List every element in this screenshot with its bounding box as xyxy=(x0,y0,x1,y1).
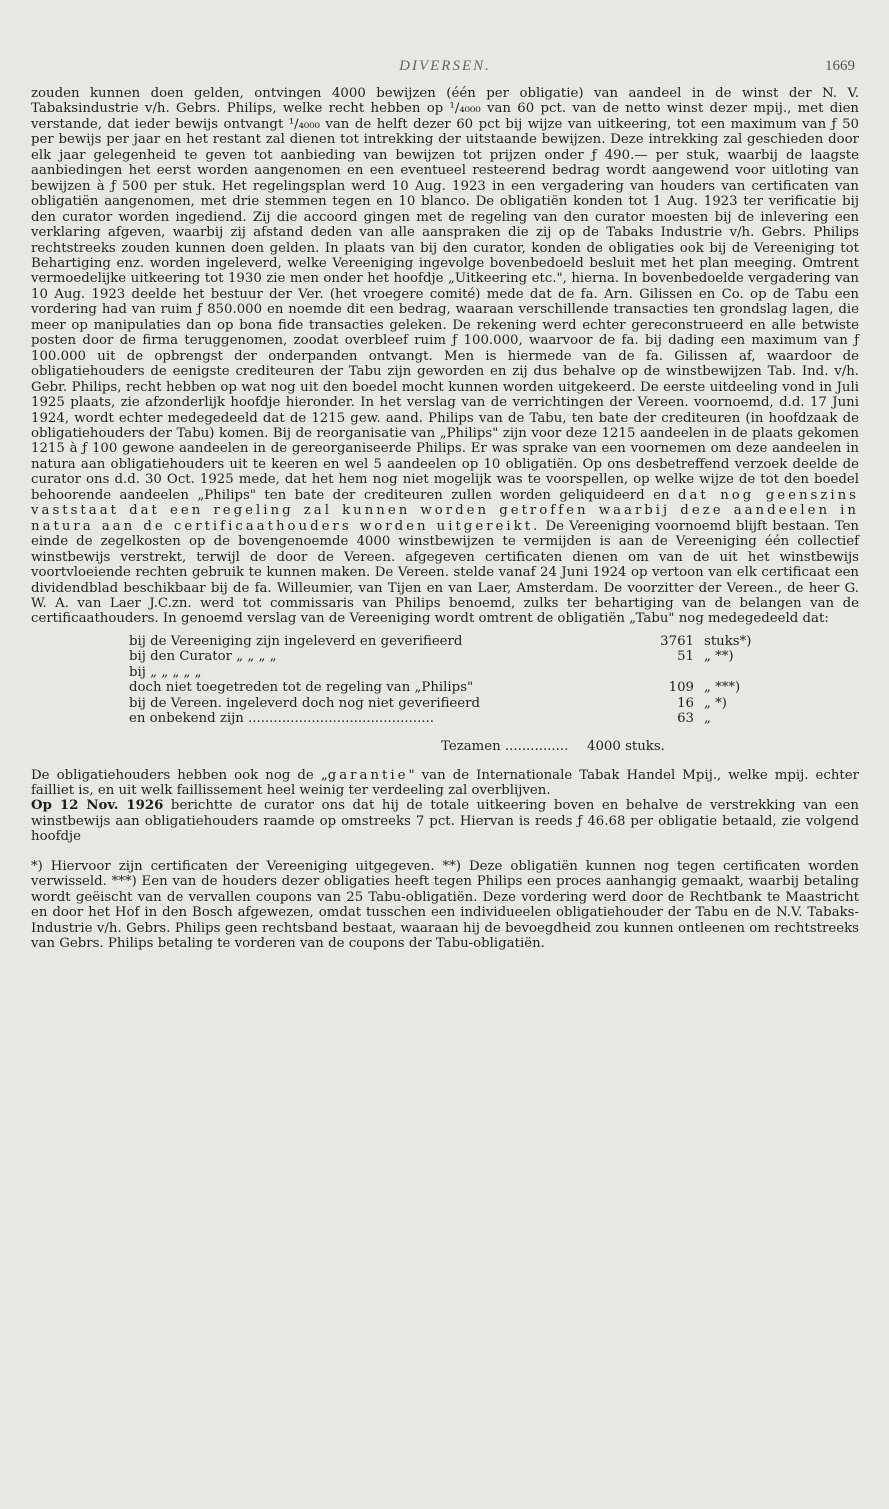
row-value xyxy=(649,665,694,680)
table-row xyxy=(129,680,799,695)
row-label: bij „ „ „ „ „ xyxy=(129,664,202,680)
row-unit: „ ***) xyxy=(704,680,741,696)
row-unit: „ *) xyxy=(704,695,727,711)
row-value: 3761 xyxy=(660,633,694,649)
row-label: en onbekend zijn ............................................ xyxy=(129,711,434,727)
date-heading: Op 12 Nov. 1926 xyxy=(31,798,164,814)
row-value: 51 xyxy=(677,649,694,665)
total-value: 4000 stuks. xyxy=(587,738,665,754)
paragraph-text: berichtte de curator ons dat hij de totale uitkeering boven en behalve de verstrekking van een winstbewijs aan obligatiehouders raamde op omstreeks 7 pct. Hiervan is reeds ƒ 46.68 per obligatie betaald, zie volgend hoofdje xyxy=(31,798,859,845)
footnote-text: *) Hiervoor zijn certificaten der Vereeniging uitgegeven. **) Deze obligatiën kunnen nog tegen certificaten worden verwisseld. ***) Een van de houders dezer obligaties heeft tegen Philips een proces aanhangig gemaakt, waarbij betaling wordt geëischt van de vervallen coupons van 25 Tabu-obligatiën. Deze vordering werd door de Rechtbank te Maastricht en door het Hof in den Bosch afgewezen, omdat tusschen een individueelen obligatiehouder der Tabu en de N.V. Tabaks-Industrie v/h. Gebrs. Philips geen rechtsband bestaat, waaraan hij de bevoegdheid zou kunnen ontleenen om rechtstreeks van Gebrs. Philips betaling te vorderen van de coupons der Tabu-obligatiën. xyxy=(31,858,859,952)
row-label: bij de Vereeniging zijn ingeleverd en geverifieerd xyxy=(129,633,463,649)
footnotes xyxy=(31,859,859,952)
paragraph-text: De obligatiehouders hebben ook nog de „ xyxy=(31,767,328,783)
table-row xyxy=(129,696,799,711)
row-label: doch niet toegetreden tot de regeling van „Philips" xyxy=(129,680,474,696)
row-unit: „ **) xyxy=(704,649,734,665)
row-value: 16 xyxy=(677,695,694,711)
table-row xyxy=(129,711,799,726)
row-value: 109 xyxy=(668,680,694,696)
table-row xyxy=(129,634,799,649)
row-unit: stuks*) xyxy=(704,633,752,649)
paragraph-text-end: De Vereeniging voornoemd blijft bestaan. Ten einde de zegelkosten op de bovengenoemde 4000 winstbewijzen te vermijden is aan de Vereeniging één collectief winstbewijs verstrekt, terwijl de door de Vereen. afgegeven certificaten dienen om van de uit het winstbewijs voortvloeiende rechten gebruik te kunnen maken. De Vereen. stelde vanaf 24 Juni 1924 op vertoon van elk certificaat een dividendblad beschikbaar bij de fa. Willeumier, van Tijen en van Laer, Amsterdam. De voorzitter der Vereen., de heer G. W. A. van Laer J.C.zn. werd tot commissaris van Philips benoemd, zulks ter behartiging van de belangen van de certificaathouders. In genoemd verslag van de Vereeniging wordt omtrent de obligatiën „Tabu" nog medegedeeld dat: xyxy=(31,518,859,627)
table-total xyxy=(441,739,859,754)
table-row xyxy=(129,665,799,680)
page-number: 1669 xyxy=(825,58,855,74)
paragraph-text: zouden kunnen doen gelden, ontvingen 4000 bewijzen (één per obligatie) van aandeel in de winst der N. V. Tabaksindustrie v/h. Gebrs. Philips, welke recht hebben op ¹/₄₀₀₀ van 60 pct. van de netto winst dezer mpij., met dien verstande, dat ieder bewijs ontvangt ¹/₄₀₀₀ van de helft dezer 60 pct bij wijze van uitkeering, tot een maximum van ƒ 50 per bewijs per jaar en het restant zal dienen tot intrekking der uitstaande bewijzen. Deze intrekking zal geschieden door elk jaar gelegenheid te geven tot aanbieding van bewijzen tot prijzen onder ƒ 490.— per stuk, waarbij de laagste aanbiedingen het eerst worden aangenomen en een eventueel resteerend bedrag wordt aangewend voor uitloting van bewijzen à ƒ 500 per stuk. Het regelingsplan werd 10 Aug. 1923 in een vergadering van houders van certificaten van obligatiën aangenomen, met drie stemmen tegen en 10 blanco. De obligatiën konden tot 1 Aug. 1923 ter verificatie bij den curator worden ingediend. Zij die accoord gingen met de regeling van den curator moesten bij de inlevering een verklaring afgeven, waarbij zij afstand deden van alle aanspraken die zij op de Tabaks Industrie v/h. Gebrs. Philips rechtstreeks zouden kunnen doen gelden. In plaats van bij den curator, konden de obligaties ook bij de Vereeniging tot Behartiging enz. worden ingeleverd, welke Vereeniging ingevolge bovenbedoeld besluit met het plan meeging. Omtrent vermoedelijke uitkeering tot 1930 zie men onder het hoofdje „Uitkeering etc.", hierna. In bovenbedoelde vergadering van 10 Aug. 1923 deelde het bestuur der Ver. (het vroegere comité) mede dat de fa. Arn. Gilissen en Co. op de Tabu een vordering had van ruim ƒ 850.000 en noemde dit een bedrag, waaraan verschillende transacties ten grondslag lagen, die meer op manipulaties dan op bona fide transacties geleken. De rekening werd echter gereconstrueerd en alle betwiste posten door de firma teruggenomen, zoodat overbleef ruim ƒ 100.000, waarvoor de fa. bij dading een maximum van ƒ 100.000 uit de opbrengst der onderpanden ontvangt. Men is hiermede van de fa. Gilissen af, waardoor de obligatiehouders de eenigste crediteuren der Tabu zijn geworden en zij dus behalve op de winstbewijzen Tab. Ind. v/h. Gebr. Philips, recht hebben op wat nog uit den boedel mocht kunnen worden uitgekeerd. De eerste uitdeeling vond in Juli 1925 plaats, zie afzonderlijk hoofdje hieronder. In het verslag van de verrichtingen der Vereen. voornoemd, d.d. 17 Juni 1924, wordt echter medegedeeld dat de 1215 gew. aand. Philips van de Tabu, ten bate der crediteuren (in hoofdzaak de obligatiehouders der Tabu) komen. Bij de reorganisatie van „Philips" zijn voor deze 1215 aandeelen in de plaats gekomen 1215 à ƒ 100 gewone aandeelen in de gereorganiseerde Philips. Er was sprake van een voornemen om deze aandeelen in natura aan obligatiehouders uit te keeren en wel 5 aandeelen op 10 obligatiën. Op ons desbetreffend verzoek deelde de curator ons d.d. 30 Oct. 1925 mede, dat het hem nog niet mogelijk was te voorspellen, op welke wijze de tot den boedel behoorende aandeelen „Philips" ten bate der crediteuren zullen worden geliquideerd en xyxy=(31,86,859,503)
obligation-table xyxy=(129,634,799,727)
emphasized-word: garantie xyxy=(327,767,409,783)
row-unit: „ xyxy=(704,711,711,727)
row-value: 63 xyxy=(677,711,694,727)
second-paragraph xyxy=(31,768,859,845)
page-header xyxy=(31,50,859,80)
row-label: bij de Vereen. ingeleverd doch nog niet geverifieerd xyxy=(129,695,481,711)
row-label: bij den Curator „ „ „ „ xyxy=(129,649,277,665)
running-head: DIVERSEN. xyxy=(399,58,491,74)
table-row xyxy=(129,649,799,664)
paragraph-text: " van de Internationale Tabak Handel Mpij., welke mpij. echter failliet is, en uit welk faillissement heel weinig ter verdeeling zal overblijven. xyxy=(31,767,859,799)
total-label: Tezamen ............... xyxy=(441,738,569,754)
main-paragraph xyxy=(31,86,859,627)
row-unit xyxy=(694,665,794,680)
emphasized-text: dat nog geenszins vaststaat dat een regeling zal kunnen worden getroffen waarbij deze aandeelen in natura aan de certificaathouders worden uitgereikt. xyxy=(31,487,859,534)
